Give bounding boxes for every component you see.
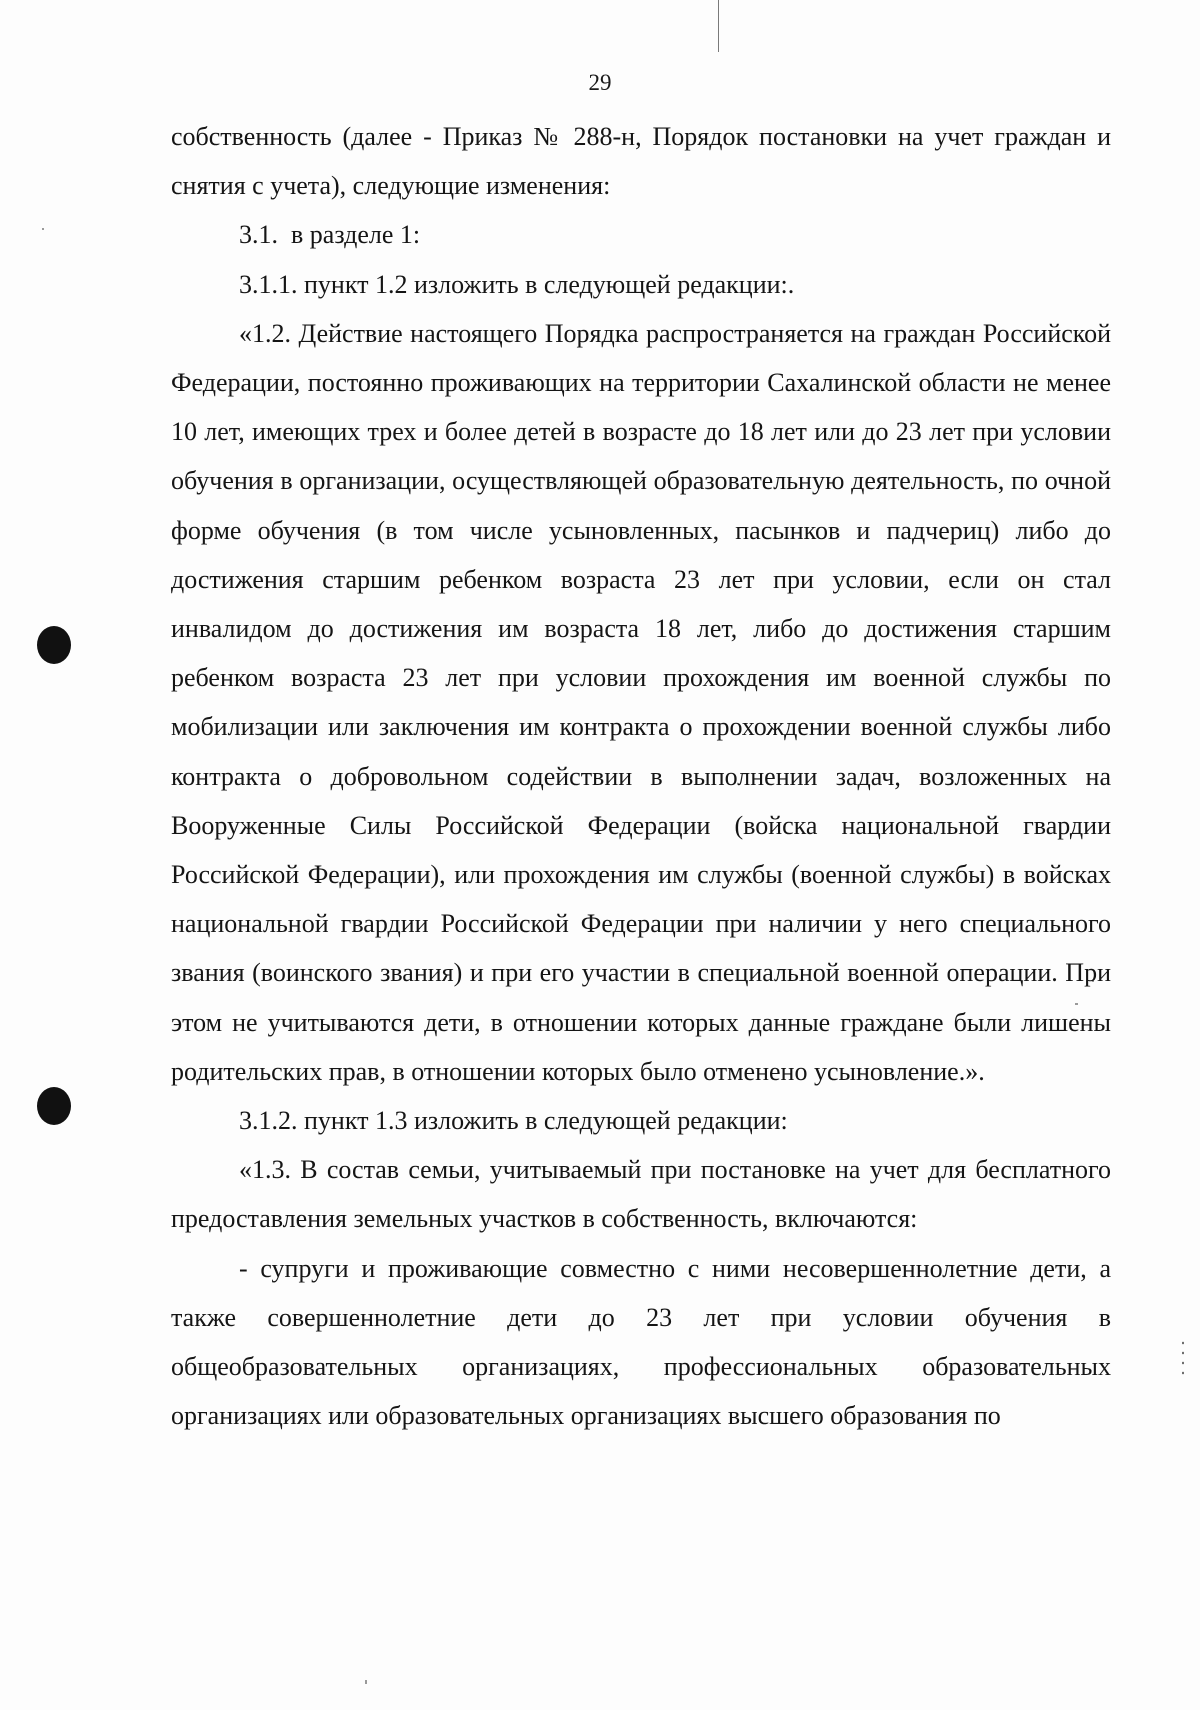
scan-speck bbox=[365, 1680, 367, 1684]
paragraph-clause-1-2: «1.2. Действие настоящего Порядка распространяется на граждан Российской Федерации, постоянно проживающих на территории Сахалинской области не менее 10 лет, имеющих трех и более детей в возрасте до 18 лет или до 23 лет при условии обучения в организации, осуществляющей образовательную деятельность, по очной форме обучения (в том числе усыновленных, пасынков и падчериц) либо до достижения старшим ребенком возраста 23 лет при условии, если он стал инвалидом до достижения им возраста 18 лет, либо до достижения старшим ребенком возраста 23 лет при условии прохождения им военной службы по мобилизации или заключения им контракта о прохождении военной службы либо контракта о добровольном содействии в выполнении задач, возложенных на Вооруженные Силы Российской Федерации (войска национальной гвардии Российской Федерации), или прохождения им службы (военной службы) в войсках национальной гвардии Российской Федерации при наличии у него специального звания (воинского звания) и при его участии в специальной военной операции. При этом не учитываются дети, в отношении которых данные граждане были лишены родительских прав, в отношении которых было отменено усыновление.». bbox=[171, 318, 1111, 1086]
binder-hole-top bbox=[37, 626, 71, 664]
page-number: 29 bbox=[588, 70, 612, 95]
paragraph-family-members: - супруги и проживающие совместно с ними несовершеннолетние дети, а также совершеннолетние дети до 23 лет при условии обучения в общеобразовательных организациях, профессиональных образовательных организациях или образовательных организациях высшего образования по bbox=[171, 1253, 1111, 1431]
scan-speck bbox=[42, 228, 44, 230]
binder-hole-bottom bbox=[37, 1087, 71, 1125]
paragraph-item-3-1: 3.1. в разделе 1: bbox=[239, 220, 421, 250]
paragraph-continuation: собственность (далее - Приказ № 288-н, Порядок постановки на учет граждан и снятия с учета), следующие изменения: bbox=[171, 122, 1111, 201]
paragraph-item-3-1-2: 3.1.2. пункт 1.3 изложить в следующей редакции: bbox=[239, 1106, 788, 1136]
scan-artifact-dots bbox=[1182, 1338, 1184, 1378]
document-body bbox=[171, 112, 1111, 1440]
paragraph-clause-1-3: «1.3. В состав семьи, учитываемый при постановке на учет для бесплатного предоставления земельных участков в собственность, включаются: bbox=[171, 1155, 1111, 1234]
paragraph-item-3-1-1: 3.1.1. пункт 1.2 изложить в следующей редакции:. bbox=[239, 269, 795, 299]
scan-artifact-line bbox=[718, 0, 719, 52]
